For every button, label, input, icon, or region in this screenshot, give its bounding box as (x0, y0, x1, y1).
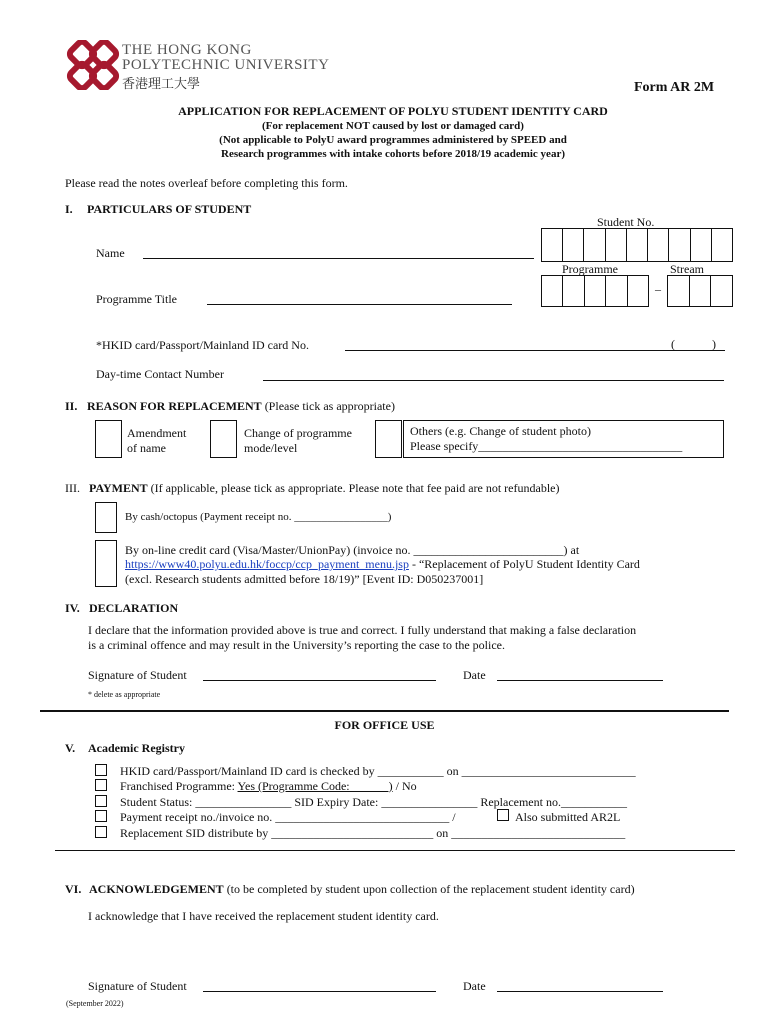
section-2-note: (Please tick as appropriate) (264, 399, 395, 413)
programme-boxes[interactable] (541, 275, 649, 307)
acknowledgement-date-label: Date (463, 979, 486, 993)
office-item-2-suffix: / No (392, 779, 417, 793)
declaration-date-field[interactable] (497, 680, 663, 681)
section-2-heading-wrap (87, 399, 395, 414)
student-no-boxes[interactable] (541, 228, 733, 262)
polyu-emblem-icon (64, 40, 122, 90)
reason-amendment-label-2: of name (127, 441, 166, 455)
name-label: Name (96, 246, 125, 260)
reason-others-label-1: Others (e.g. Change of student photo) (410, 424, 591, 438)
section-6-number: VI. (65, 882, 82, 896)
office-check-2[interactable] (95, 779, 107, 791)
programme-stream-dash: – (655, 282, 661, 296)
form-code: Form AR 2M (634, 80, 715, 95)
office-item-5: Replacement SID distribute by ___________________________ on _____________________________ (120, 826, 626, 840)
payment-cash-checkbox[interactable] (95, 502, 117, 533)
declaration-date-label: Date (463, 668, 486, 682)
declaration-text-1: I declare that the information provided above is true and correct. I fully understand that making a false declaration (88, 623, 637, 637)
university-logo (64, 40, 122, 90)
form-subtitle-1: (For replacement NOT caused by lost or damaged card) (262, 120, 524, 132)
form-version: (September 2022) (66, 999, 124, 1008)
intro-text: Please read the notes overleaf before completing this form. (65, 176, 348, 190)
section-3-number: III. (65, 481, 80, 495)
reason-programme-label-2: mode/level (244, 441, 298, 455)
payment-online-label-1: By on-line credit card (Visa/Master/UnionPay) (invoice no. _________________________) at (125, 543, 580, 557)
section-2-number: II. (65, 399, 78, 413)
payment-link[interactable]: https://www40.polyu.edu.hk/foccp/ccp_payment_menu.jsp (125, 557, 409, 571)
office-check-3[interactable] (95, 795, 107, 807)
declaration-signature-field[interactable] (203, 680, 436, 681)
reason-amendment-checkbox[interactable] (95, 420, 122, 458)
reason-others-label-2: Please specify__________________________________ (410, 439, 683, 453)
section-6-heading-wrap (89, 882, 635, 897)
contact-field[interactable] (263, 380, 724, 381)
section-6-heading: ACKNOWLEDGEMENT (89, 882, 224, 896)
section-3-heading-wrap (89, 481, 559, 496)
section-3-heading: PAYMENT (89, 481, 148, 495)
id-number-label: *HKID card/Passport/Mainland ID card No. (96, 338, 309, 352)
reason-others-checkbox[interactable] (375, 420, 402, 458)
university-name-line1: THE HONG KONG (122, 42, 252, 58)
office-divider-bottom (55, 850, 735, 851)
id-check-bracket-open: ( (671, 337, 675, 351)
form-subtitle-2: (Not applicable to PolyU award programmes administered by SPEED and (219, 134, 567, 146)
office-item-2-prefix: Franchised Programme: (120, 779, 238, 793)
office-item-2-wrap (120, 779, 417, 794)
office-divider-top (40, 710, 729, 712)
stream-boxes[interactable] (667, 275, 733, 307)
delete-note: * delete as appropriate (88, 690, 161, 699)
stream-label: Stream (670, 262, 704, 276)
acknowledgement-date-field[interactable] (497, 991, 663, 992)
programme-title-field[interactable] (207, 304, 512, 305)
programme-title-label: Programme Title (96, 292, 178, 306)
acknowledgement-signature-label: Signature of Student (88, 979, 187, 993)
university-name-chinese: 香港理工大學 (122, 77, 201, 92)
id-check-bracket-close: ) (712, 337, 716, 351)
section-2-heading: REASON FOR REPLACEMENT (87, 399, 262, 413)
reason-programme-checkbox[interactable] (210, 420, 237, 458)
office-item-1: HKID card/Passport/Mainland ID card is checked by ___________ on _____________________________ (120, 764, 636, 778)
programme-label: Programme (562, 262, 618, 276)
section-5-heading: Academic Registry (88, 741, 185, 755)
form-subtitle-3: Research programmes with intake cohorts before 2018/19 academic year) (221, 148, 565, 160)
payment-online-label-2-rest: - “Replacement of PolyU Student Identity Card (408, 557, 640, 571)
payment-online-checkbox[interactable] (95, 540, 117, 587)
name-field[interactable] (143, 258, 534, 259)
payment-online-label-3: (excl. Research students admitted before 18/19)” [Event ID: D050237001] (125, 572, 484, 586)
student-no-label: Student No. (597, 215, 655, 229)
office-check-ar2l[interactable] (497, 809, 509, 821)
section-6-note: (to be completed by student upon collection of the replacement student identity card) (226, 882, 635, 896)
office-item-3: Student Status: ________________ SID Expiry Date: ________________ Replacement no.___________ (120, 795, 627, 809)
office-check-5[interactable] (95, 826, 107, 838)
declaration-text-2: is a criminal offence and may result in the University’s reporting the case to the police. (88, 638, 505, 652)
section-5-number: V. (65, 741, 76, 755)
section-1-heading: PARTICULARS OF STUDENT (87, 202, 252, 216)
office-check-1[interactable] (95, 764, 107, 776)
section-4-heading: DECLARATION (89, 601, 179, 615)
acknowledgement-text: I acknowledge that I have received the replacement student identity card. (88, 909, 439, 923)
section-1-number: I. (65, 202, 73, 216)
acknowledgement-signature-field[interactable] (203, 991, 436, 992)
declaration-signature-label: Signature of Student (88, 668, 187, 682)
office-item-4-suffix: Also submitted AR2L (515, 810, 621, 824)
university-name-line2: POLYTECHNIC UNIVERSITY (122, 57, 330, 73)
reason-amendment-label-1: Amendment (127, 426, 187, 440)
id-number-field[interactable] (345, 350, 725, 351)
form-title: APPLICATION FOR REPLACEMENT OF POLYU STUDENT IDENTITY CARD (178, 104, 608, 118)
office-item-2-programme-code: Yes (Programme Code: ) (237, 779, 393, 793)
payment-cash-label: By cash/octopus (Payment receipt no. _________________) (125, 511, 392, 523)
office-item-4-prefix: Payment receipt no./invoice no. _____________________________ / (120, 810, 456, 824)
office-check-4[interactable] (95, 810, 107, 822)
contact-label: Day-time Contact Number (96, 367, 224, 381)
payment-online-label-2 (125, 557, 640, 572)
reason-programme-label-1: Change of programme (244, 426, 352, 440)
section-3-note: (If applicable, please tick as appropriate. Please note that fee paid are not refundable) (150, 481, 560, 495)
office-heading: FOR OFFICE USE (334, 718, 435, 732)
section-4-number: IV. (65, 601, 80, 615)
